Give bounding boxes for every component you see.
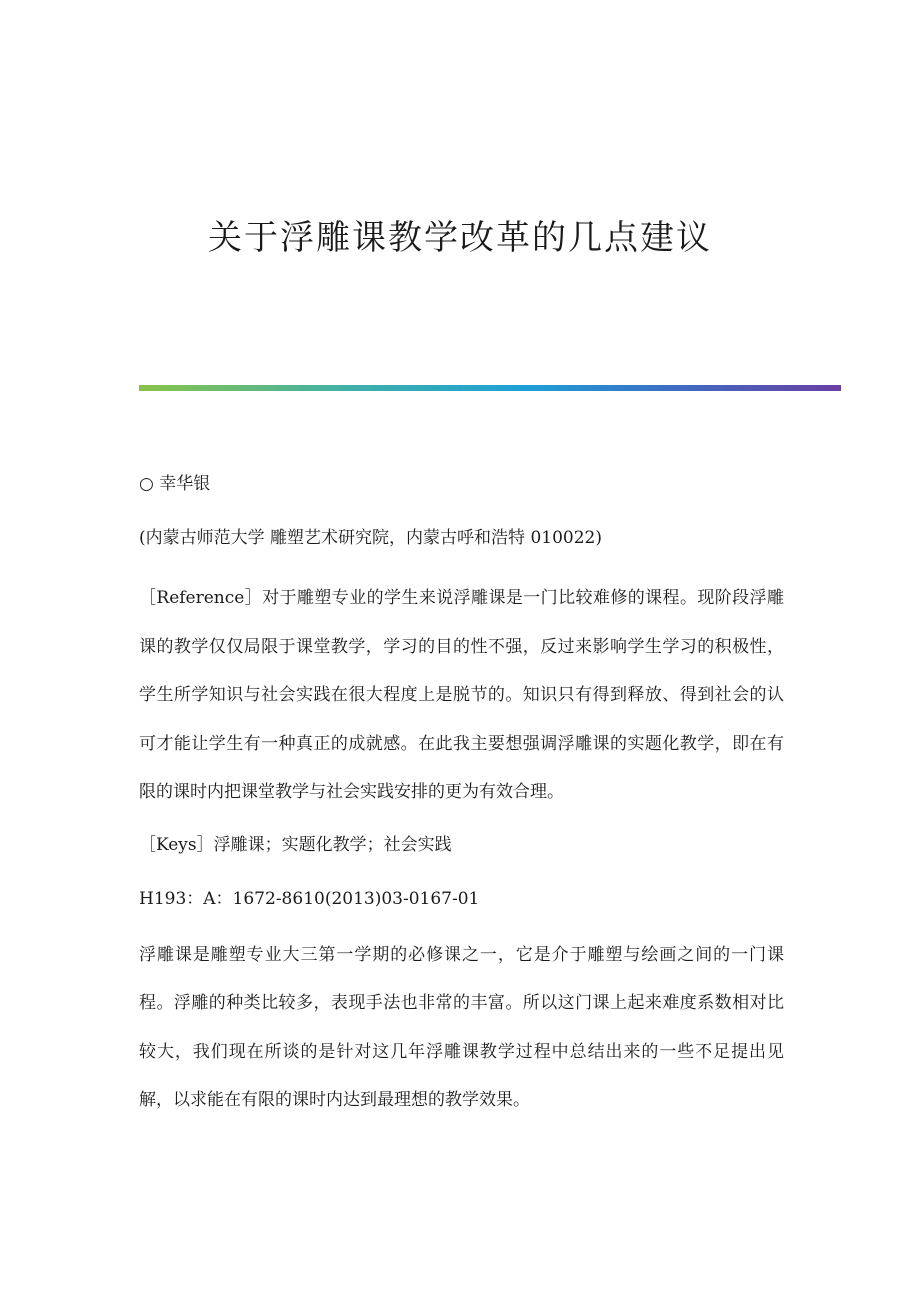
abstract-paragraph: ［Reference］对于雕塑专业的学生来说浮雕课是一门比较难修的课程。现阶段浮雕课的教学仅仅局限于课堂教学，学习的目的性不强，反过来影响学生学习的积极性，学生所学知识与社会实践在很大程度上是脱节的。知识只有得到释放、得到社会的认可才能让学生有一种真正的成就感。在此我主要想强调浮雕课的实题化教学，即在有限的课时内把课堂教学与社会实践安排的更为有效合理。 <box>139 588 784 802</box>
affiliation-line: (内蒙古师范大学 雕塑艺术研究院，内蒙古呼和浩特 010022) <box>139 528 602 548</box>
body-paragraph: 浮雕课是雕塑专业大三第一学期的必修课之一，它是介于雕塑与绘画之间的一门课程。浮雕的种类比较多，表现手法也非常的丰富。所以这门课上起来难度系数相对比较大，我们现在所谈的是针对这几年浮雕课教学过程中总结出来的一些不足提出见解，以求能在有限的课时内达到最理想的教学效果。 <box>139 944 784 1110</box>
title-divider <box>139 385 841 391</box>
paper-title: 关于浮雕课教学改革的几点建议 <box>208 218 712 258</box>
paper-body <box>139 466 784 1125</box>
author-line: ○ 幸华银 <box>139 474 211 494</box>
keywords-line: ［Keys］浮雕课；实题化教学；社会实践 <box>139 834 452 855</box>
classification-line: H193：A：1672-8610(2013)03-0167-01 <box>139 888 480 909</box>
